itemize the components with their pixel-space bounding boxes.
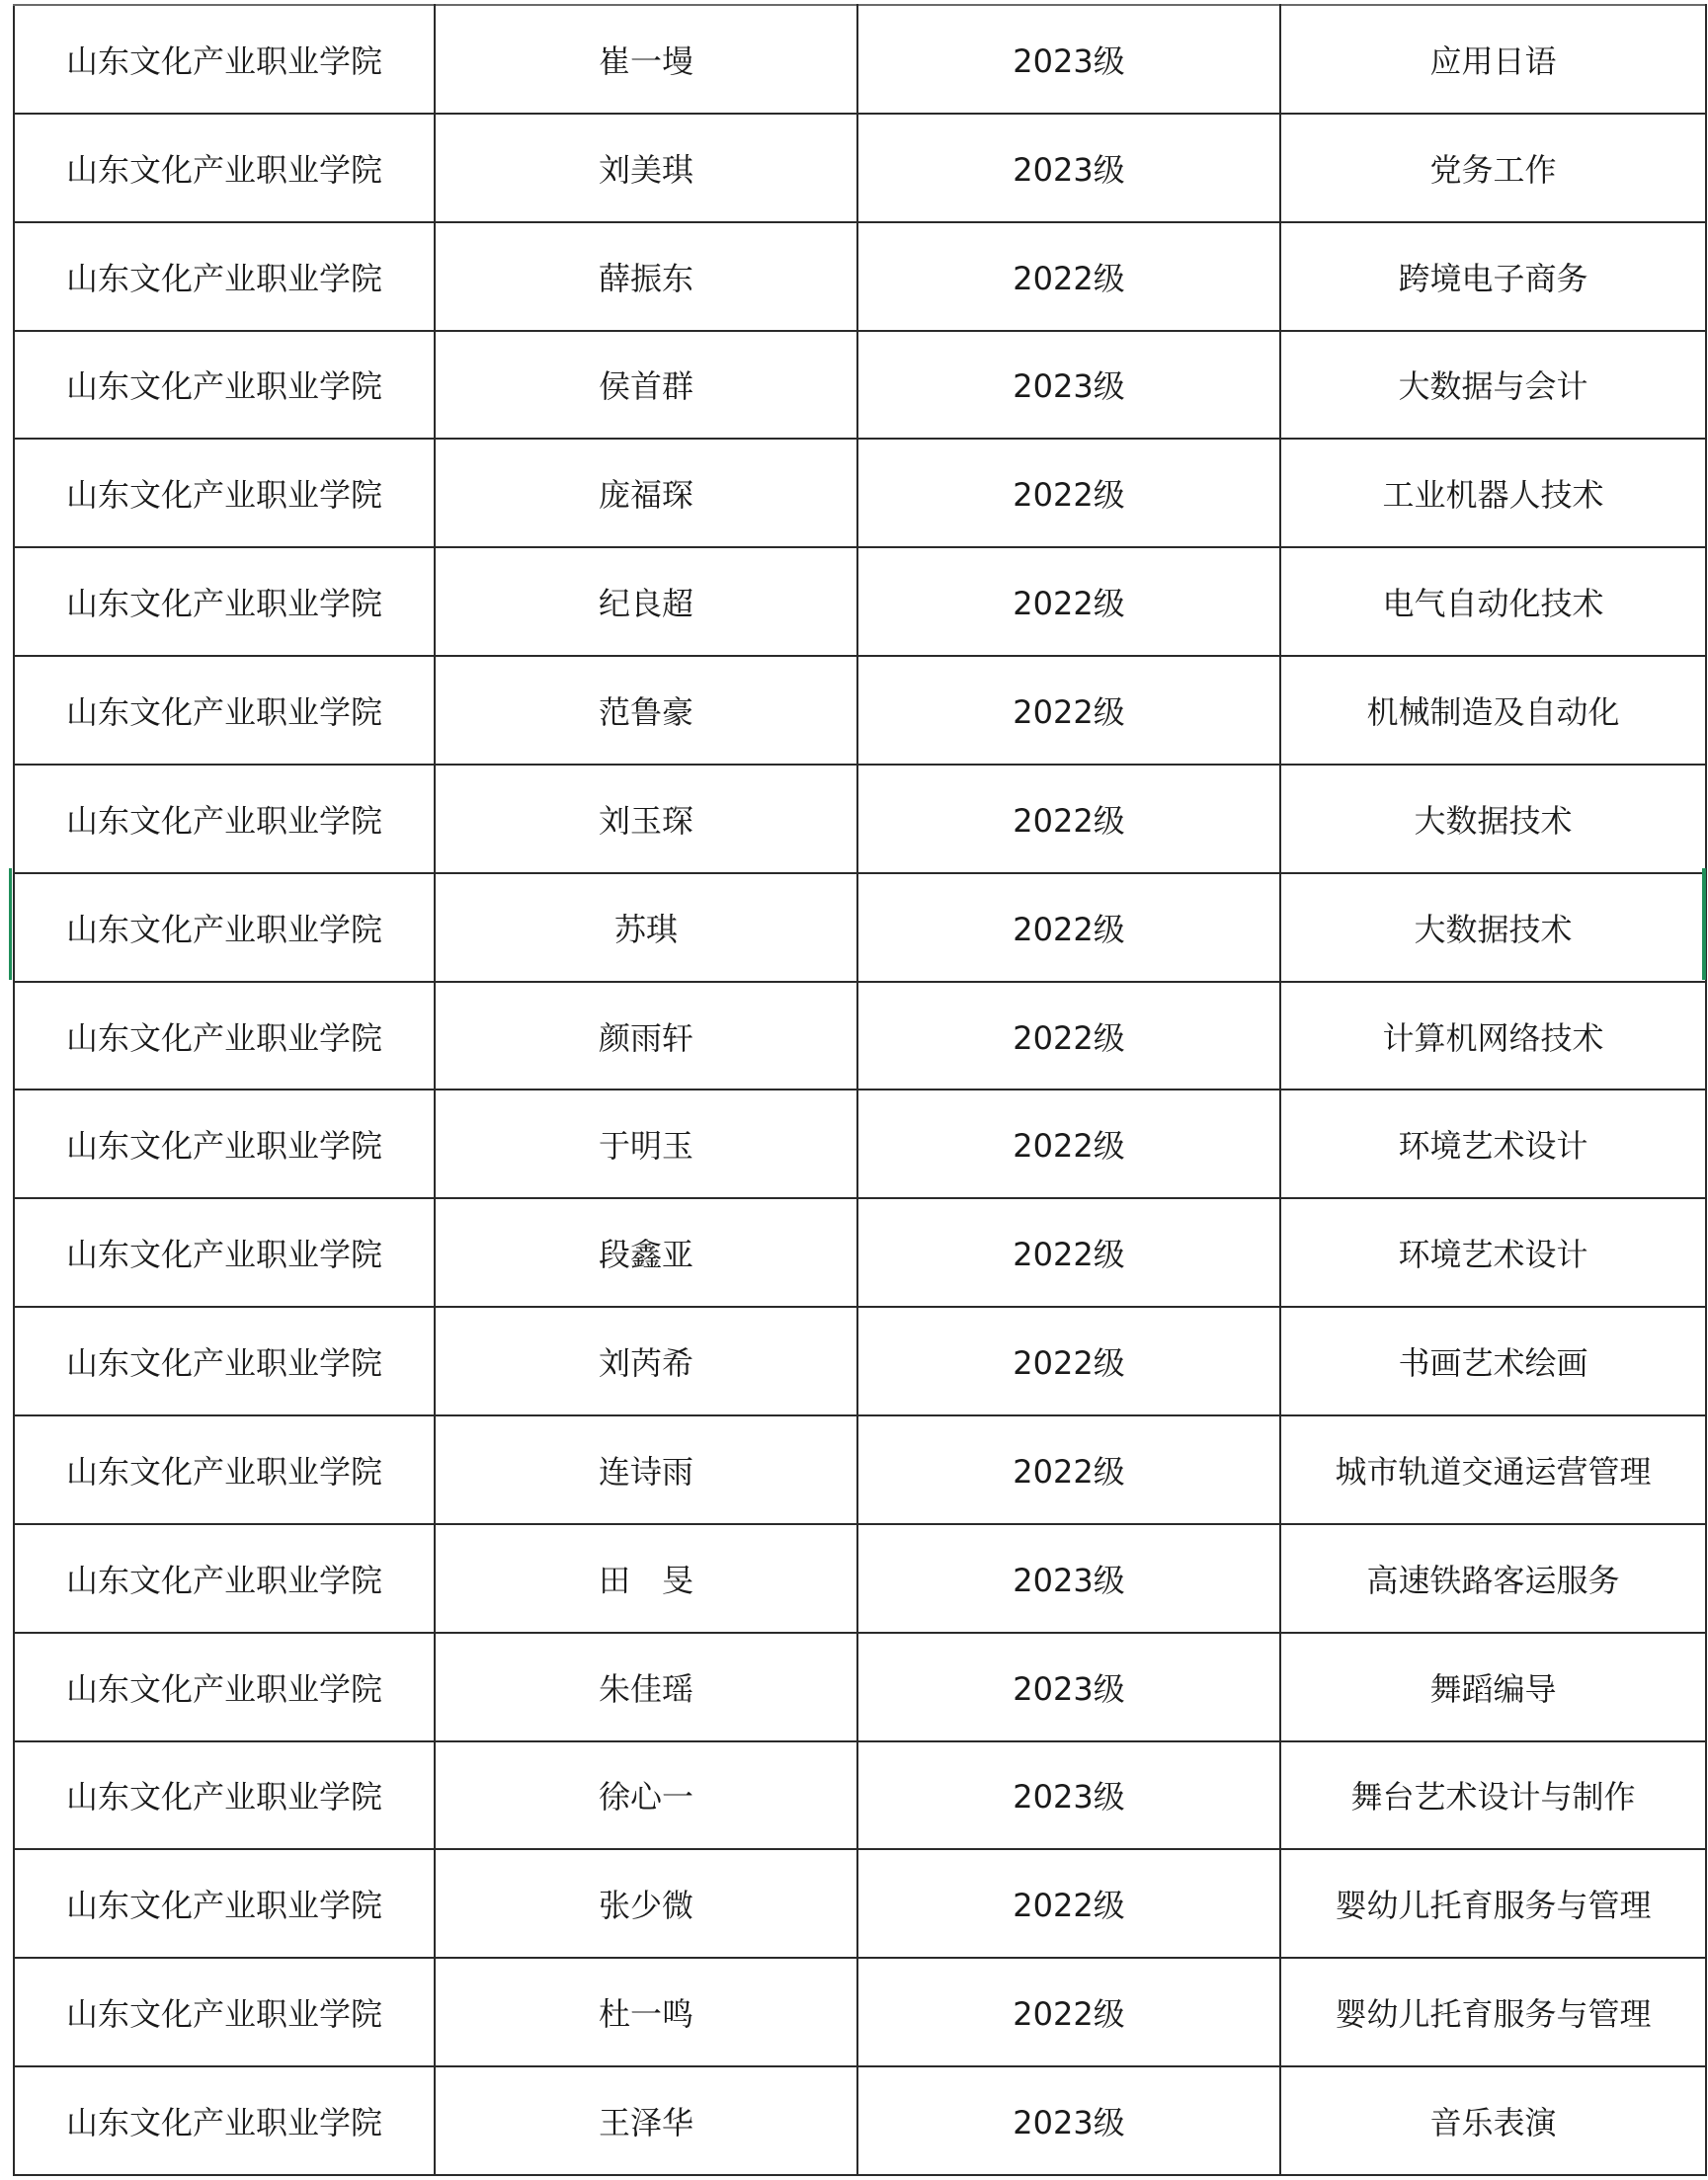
school-cell[interactable]: 山东文化产业职业学院 — [14, 547, 435, 656]
name-cell[interactable]: 于明玉 — [435, 1090, 857, 1198]
major-cell[interactable]: 婴幼儿托育服务与管理 — [1280, 1849, 1706, 1958]
table-row[interactable] — [14, 1633, 1706, 1741]
major-cell[interactable]: 计算机网络技术 — [1280, 982, 1706, 1090]
major-cell[interactable]: 工业机器人技术 — [1280, 439, 1706, 547]
major-cell[interactable]: 大数据技术 — [1280, 873, 1706, 982]
name-cell[interactable]: 庞福琛 — [435, 439, 857, 547]
major-cell[interactable]: 城市轨道交通运营管理 — [1280, 1415, 1706, 1524]
table-row[interactable] — [14, 1741, 1706, 1850]
school-cell[interactable]: 山东文化产业职业学院 — [14, 1198, 435, 1307]
major-cell[interactable]: 音乐表演 — [1280, 2066, 1706, 2175]
table-row[interactable] — [14, 1307, 1706, 1415]
grade-cell[interactable]: 2022级 — [857, 1198, 1280, 1307]
major-cell[interactable]: 大数据技术 — [1280, 765, 1706, 873]
selected-row-marker-right — [1702, 868, 1706, 980]
school-cell[interactable]: 山东文化产业职业学院 — [14, 2066, 435, 2175]
grade-cell[interactable]: 2022级 — [857, 222, 1280, 331]
student-table — [13, 4, 1707, 2176]
name-cell[interactable]: 王泽华 — [435, 2066, 857, 2175]
grade-cell[interactable]: 2022级 — [857, 439, 1280, 547]
table-row[interactable] — [14, 331, 1706, 440]
grade-cell[interactable]: 2022级 — [857, 1849, 1280, 1958]
name-cell[interactable]: 薛振东 — [435, 222, 857, 331]
school-cell[interactable]: 山东文化产业职业学院 — [14, 331, 435, 440]
name-cell[interactable]: 侯首群 — [435, 331, 857, 440]
grade-cell[interactable]: 2022级 — [857, 1307, 1280, 1415]
name-cell[interactable]: 田 旻 — [435, 1524, 857, 1633]
table-row[interactable] — [14, 1849, 1706, 1958]
school-cell[interactable]: 山东文化产业职业学院 — [14, 1958, 435, 2066]
major-cell[interactable]: 舞台艺术设计与制作 — [1280, 1741, 1706, 1850]
major-cell[interactable]: 环境艺术设计 — [1280, 1198, 1706, 1307]
name-cell[interactable]: 连诗雨 — [435, 1415, 857, 1524]
name-cell[interactable]: 朱佳瑶 — [435, 1633, 857, 1741]
school-cell[interactable]: 山东文化产业职业学院 — [14, 222, 435, 331]
major-cell[interactable]: 舞蹈编导 — [1280, 1633, 1706, 1741]
name-cell[interactable]: 范鲁豪 — [435, 656, 857, 765]
table-row[interactable] — [14, 656, 1706, 765]
table-row[interactable] — [14, 1524, 1706, 1633]
grade-cell[interactable]: 2022级 — [857, 547, 1280, 656]
grade-cell[interactable]: 2022级 — [857, 982, 1280, 1090]
name-cell[interactable]: 刘芮希 — [435, 1307, 857, 1415]
name-cell[interactable]: 刘玉琛 — [435, 765, 857, 873]
table-row[interactable] — [14, 547, 1706, 656]
major-cell[interactable]: 电气自动化技术 — [1280, 547, 1706, 656]
school-cell[interactable]: 山东文化产业职业学院 — [14, 1741, 435, 1850]
school-cell[interactable]: 山东文化产业职业学院 — [14, 873, 435, 982]
table-row[interactable] — [14, 873, 1706, 982]
grade-cell[interactable]: 2022级 — [857, 1958, 1280, 2066]
table-row[interactable] — [14, 5, 1706, 114]
name-cell[interactable]: 刘美琪 — [435, 114, 857, 222]
table-row[interactable] — [14, 1198, 1706, 1307]
name-cell[interactable]: 张少微 — [435, 1849, 857, 1958]
table-row[interactable] — [14, 1958, 1706, 2066]
name-cell[interactable]: 段鑫亚 — [435, 1198, 857, 1307]
selected-row-marker-left — [9, 868, 12, 980]
table-row[interactable] — [14, 222, 1706, 331]
grade-cell[interactable]: 2022级 — [857, 765, 1280, 873]
major-cell[interactable]: 书画艺术绘画 — [1280, 1307, 1706, 1415]
school-cell[interactable]: 山东文化产业职业学院 — [14, 765, 435, 873]
name-cell[interactable]: 纪良超 — [435, 547, 857, 656]
school-cell[interactable]: 山东文化产业职业学院 — [14, 439, 435, 547]
name-cell[interactable]: 杜一鸣 — [435, 1958, 857, 2066]
name-cell[interactable]: 颜雨轩 — [435, 982, 857, 1090]
grade-cell[interactable]: 2023级 — [857, 331, 1280, 440]
table-row[interactable] — [14, 982, 1706, 1090]
school-cell[interactable]: 山东文化产业职业学院 — [14, 1307, 435, 1415]
grade-cell[interactable]: 2022级 — [857, 873, 1280, 982]
table-row[interactable] — [14, 2066, 1706, 2175]
school-cell[interactable]: 山东文化产业职业学院 — [14, 656, 435, 765]
table-body — [14, 5, 1706, 2175]
grade-cell[interactable]: 2023级 — [857, 1524, 1280, 1633]
grade-cell[interactable]: 2023级 — [857, 1633, 1280, 1741]
grade-cell[interactable]: 2022级 — [857, 1415, 1280, 1524]
name-cell[interactable]: 崔一墁 — [435, 5, 857, 114]
grade-cell[interactable]: 2023级 — [857, 5, 1280, 114]
table-row[interactable] — [14, 114, 1706, 222]
major-cell[interactable]: 环境艺术设计 — [1280, 1090, 1706, 1198]
major-cell[interactable]: 高速铁路客运服务 — [1280, 1524, 1706, 1633]
school-cell[interactable]: 山东文化产业职业学院 — [14, 982, 435, 1090]
table-row[interactable] — [14, 765, 1706, 873]
grade-cell[interactable]: 2022级 — [857, 1090, 1280, 1198]
major-cell[interactable]: 跨境电子商务 — [1280, 222, 1706, 331]
grade-cell[interactable]: 2023级 — [857, 1741, 1280, 1850]
school-cell[interactable]: 山东文化产业职业学院 — [14, 5, 435, 114]
school-cell[interactable]: 山东文化产业职业学院 — [14, 1090, 435, 1198]
school-cell[interactable]: 山东文化产业职业学院 — [14, 1633, 435, 1741]
table-row[interactable] — [14, 439, 1706, 547]
school-cell[interactable]: 山东文化产业职业学院 — [14, 114, 435, 222]
school-cell[interactable]: 山东文化产业职业学院 — [14, 1415, 435, 1524]
table-row[interactable] — [14, 1415, 1706, 1524]
major-cell[interactable]: 婴幼儿托育服务与管理 — [1280, 1958, 1706, 2066]
major-cell[interactable]: 机械制造及自动化 — [1280, 656, 1706, 765]
major-cell[interactable]: 党务工作 — [1280, 114, 1706, 222]
name-cell[interactable]: 苏琪 — [435, 873, 857, 982]
table-row[interactable] — [14, 1090, 1706, 1198]
school-cell[interactable]: 山东文化产业职业学院 — [14, 1849, 435, 1958]
grade-cell[interactable]: 2023级 — [857, 114, 1280, 222]
grade-cell[interactable]: 2022级 — [857, 656, 1280, 765]
grade-cell[interactable]: 2023级 — [857, 2066, 1280, 2175]
name-cell[interactable]: 徐心一 — [435, 1741, 857, 1850]
major-cell[interactable]: 大数据与会计 — [1280, 331, 1706, 440]
major-cell[interactable]: 应用日语 — [1280, 5, 1706, 114]
school-cell[interactable]: 山东文化产业职业学院 — [14, 1524, 435, 1633]
